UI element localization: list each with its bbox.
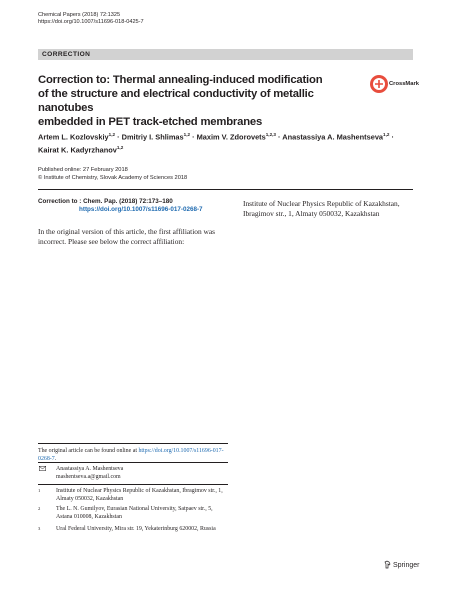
publisher-name: Springer (393, 562, 420, 569)
crossmark-badge[interactable] (369, 73, 419, 95)
affiliation-text: The L. N. Gumilyov, Eurasian National University, Satpaev str., 5, Astana 010008, Kazakhstan (56, 506, 213, 520)
original-article-note (38, 448, 228, 463)
article-type-bar: CORRECTION (38, 49, 413, 60)
correction-label: Correction to : Chem. Pap. (2018) 72:173–180 (38, 198, 173, 205)
affiliation-item (38, 506, 228, 521)
affiliation-number: 2 (38, 506, 41, 511)
author-affil-sup: 1,2 (116, 144, 124, 150)
footnote-divider (38, 443, 228, 444)
title-line-1: Correction to: Thermal annealing-induced modification (38, 74, 323, 86)
article-title (38, 73, 368, 129)
author-name[interactable]: Artem L. Kozlovskiy (38, 132, 109, 142)
correction-reference (38, 198, 228, 214)
title-line-2: of the structure and electrical conductivity of metallic nanotubes (38, 88, 314, 114)
author-affil-sup: 1,2 (183, 132, 191, 137)
envelope-icon (39, 466, 46, 471)
crossmark-label: CrossMark (389, 81, 419, 87)
author-separator: · (389, 132, 394, 142)
author-name[interactable]: Maxim V. Zdorovets (196, 132, 266, 142)
author-name[interactable]: Kairat K. Kadyrzhanov (38, 145, 117, 155)
title-line-3: embedded in PET track-etched membranes (38, 116, 263, 128)
affiliation-text: Institute of Nuclear Physics Republic of Kazakhstan, Ibragimov str., 1, Almaty 050032, Kazakhstan (56, 488, 223, 502)
author-affil-sup: 1,2,3 (265, 132, 276, 137)
author-separator: · (115, 132, 122, 142)
correction-doi-link[interactable]: https://doi.org/10.1007/s11696-017-0268-7 (79, 206, 203, 213)
author-name[interactable]: Anastassiya A. Mashentseva (282, 132, 384, 142)
author-name[interactable]: Dmitriy I. Shlimas (121, 132, 184, 142)
publication-info (38, 167, 187, 182)
corrected-affiliation: Institute of Nuclear Physics Republic of Kazakhstan, Ibragimov str., 1, Almaty 050032, Kazakhstan (243, 199, 400, 218)
contact-divider (38, 462, 228, 463)
affiliation-item (38, 488, 228, 503)
article-doi: https://doi.org/10.1007/s11696-018-0425-7 (38, 19, 144, 26)
affiliation-number: 1 (38, 488, 41, 493)
original-article-link[interactable]: https://doi.org/10.1007/s11696-017-0268-7 (38, 448, 224, 462)
copyright: © Institute of Chemistry, Slovak Academy of Sciences 2018 (38, 174, 188, 181)
author-affil-sup: 1,2 (108, 132, 116, 137)
affiliation-text: Ural Federal University, Mira str. 19, Yekaterinburg 620002, Russia (56, 526, 216, 532)
affiliation-item (38, 526, 228, 534)
original-note-suffix: . (54, 455, 57, 462)
contact-email[interactable]: mashentseva.a@gmail.com (56, 473, 121, 480)
published-date: Published online: 27 February 2018 (38, 167, 128, 173)
original-note-prefix: The original article can be found online at (38, 448, 139, 454)
journal-header (38, 12, 144, 26)
author-separator: · (190, 132, 197, 142)
affiliation-divider (38, 484, 228, 485)
author-affil-sup: 1,2 (383, 132, 390, 137)
springer-horse-icon (384, 560, 391, 569)
contact-name: Anastassiya A. Mashentseva (56, 466, 124, 472)
corresponding-author (56, 466, 226, 481)
section-divider (38, 189, 413, 190)
author-separator: · (275, 132, 283, 142)
publisher-logo (384, 560, 419, 570)
journal-citation: Chemical Papers (2018) 72:1325 (38, 12, 121, 18)
author-list (38, 130, 398, 156)
affiliation-number: 3 (38, 526, 41, 531)
body-paragraph: In the original version of this article, the first affiliation was incorrect. Please see below the correct affiliation: (38, 227, 215, 246)
